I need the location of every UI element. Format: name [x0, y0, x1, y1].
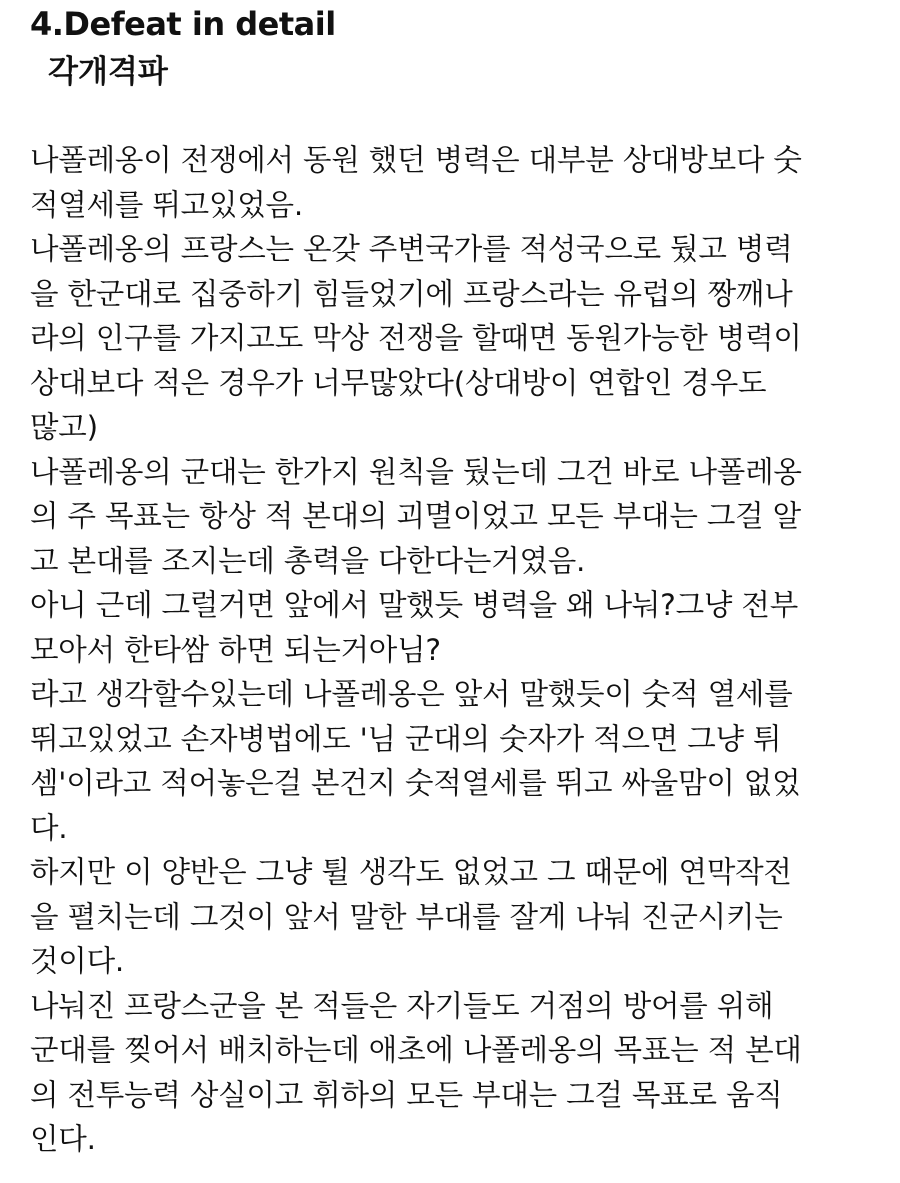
text-line: 라의 인구를 가지고도 막상 전쟁을 할때면 동원가능한 병력이	[30, 321, 802, 355]
text-line: 나폴레옹의 프랑스는 온갖 주변국가를 적성국으로 뒀고 병력	[30, 232, 793, 266]
text-line: 셈'이라고 적어놓은걸 본건지 숫적열세를 뛰고 싸울맘이 없었	[30, 766, 801, 800]
text-line: 나폴레옹의 군대는 한가지 원칙을 뒀는데 그건 바로 나폴레옹	[30, 454, 802, 489]
text-line: 것이다.	[30, 944, 125, 978]
text-line: 하지만 이 양반은 그냥 튈 생각도 없었고 그 때문에 연막작전	[30, 855, 792, 889]
text-line: 나폴레옹이 전쟁에서 동원 했던 병력은 대부분 상대방보다 숫	[30, 143, 802, 177]
text-line: 나눠진 프랑스군을 본 적들은 자기들도 거점의 방어를 위해	[30, 988, 774, 1023]
page-subtitle: 각개격파	[48, 54, 168, 90]
text-line: 라고 생각할수있는데 나폴레옹은 앞서 말했듯이 숫적 열세를	[30, 677, 793, 711]
page-title: 4.Defeat in detail	[30, 5, 336, 43]
text-line: 다.	[30, 810, 68, 845]
text-line: 인다.	[30, 1122, 96, 1156]
text-line: 고 본대를 조지는데 총력을 다한다는거였음.	[30, 543, 586, 578]
text-line: 상대보다 적은 경우가 너무많았다(상대방이 연합인 경우도	[30, 365, 767, 400]
text-line: 뛰고있었고 손자병법에도 '님 군대의 숫자가 적으면 그냥 튀	[30, 721, 782, 756]
text-line: 모아서 한타쌈 하면 되는거아님?	[30, 632, 441, 667]
text-line: 의 전투능력 상실이고 휘하의 모든 부대는 그걸 목표로 움직	[30, 1077, 783, 1112]
text-line: 군대를 찢어서 배치하는데 애초에 나폴레옹의 목표는 적 본대	[30, 1033, 802, 1067]
body-text	[30, 138, 890, 1162]
text-line: 많고)	[30, 410, 98, 444]
text-line: 아니 근데 그럴거면 앞에서 말했듯 병력을 왜 나눠?그냥 전부	[30, 588, 799, 622]
text-line: 을 한군대로 집중하기 힘들었기에 프랑스라는 유럽의 짱깨나	[30, 276, 793, 311]
text-line: 의 주 목표는 항상 적 본대의 괴멸이었고 모든 부대는 그걸 알	[30, 499, 801, 533]
text-line: 적열세를 뛰고있었음.	[30, 187, 304, 222]
text-line: 을 펼치는데 그것이 앞서 말한 부대를 잘게 나눠 진군시키는	[30, 899, 783, 934]
